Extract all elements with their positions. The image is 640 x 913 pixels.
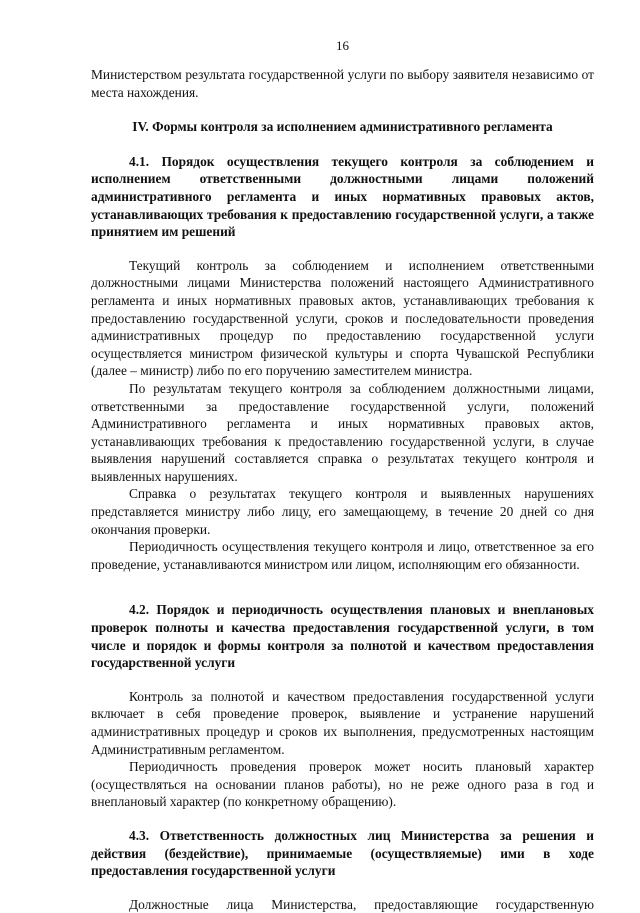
- paragraph: Периодичность проведения проверок может носить плановый характер (осуществляться на основании планов работы), но не реже одного раза в год и внеплановый характер (по конкретному обращению).: [91, 759, 594, 810]
- page-number: 16: [336, 38, 349, 53]
- subsection-heading-4-1: 4.1. Порядок осуществления текущего контроля за соблюдением и исполнением ответственными должностными лицами положений административного регламента и иных нормативных правовых актов, устанавливающих требования к предоставлению государственной услуги, а также принятием им решений: [91, 153, 594, 240]
- section-heading-iv: IV. Формы контроля за исполнением административного регламента: [132, 119, 553, 135]
- paragraph: По результатам текущего контроля за соблюдением должностными лицами, ответственными за предоставление государственной услуги, положений Административного регламента и иных нормативных правовых актов, устанавливающих требования к предоставлению государственной услуги, в случае выявления нарушений составляется справка о результатах текущего контроля и выявленных нарушениях.: [91, 380, 594, 484]
- paragraph-truncated: Должностные лица Министерства, предоставляющие государственную: [129, 896, 594, 912]
- paragraph: Справка о результатах текущего контроля и выявленных нарушениях представляется министру либо лицу, его замещающему, в течение 20 дней со дня окончания проверки.: [91, 486, 594, 537]
- subsection-heading-4-2: 4.2. Порядок и периодичность осуществления плановых и внеплановых проверок полноты и качества предоставления государственной услуги, в том числе и порядок и формы контроля за полнотой и качеством предоставления государственной услуги: [91, 602, 594, 671]
- paragraph: Периодичность осуществления текущего контроля и лицо, ответственное за его проведение, устанавливаются министром или лицом, исполняющим его обязанности.: [91, 539, 594, 572]
- paragraph: Контроль за полнотой и качеством предоставления государственной услуги включает в себя проведение проверок, выявление и устранение нарушений административных процедур и сроков их выполнения, предусмотренных настоящим Административным регламентом.: [91, 688, 594, 757]
- paragraph-continuation: Министерством результата государственной услуги по выбору заявителя независимо от места нахождения.: [91, 67, 594, 100]
- paragraph: Текущий контроль за соблюдением и исполнением ответственными должностными лицами Министерства положений настоящего Административного регламента и иных нормативных правовых актов, устанавливающих требования к предоставлению государственной услуги, сроков и последовательности проведения административных процедур по предоставлению государственной услуги осуществляется министром физической культуры и спорта Чувашской Республики (далее – министр) либо по его поручению заместителем министра.: [91, 257, 594, 379]
- subsection-heading-4-3: 4.3. Ответственность должностных лиц Министерства за решения и действия (бездействие), принимаемые (осуществляемые) ими в ходе предоставления государственной услуги: [91, 827, 594, 879]
- document-body: [91, 66, 594, 913]
